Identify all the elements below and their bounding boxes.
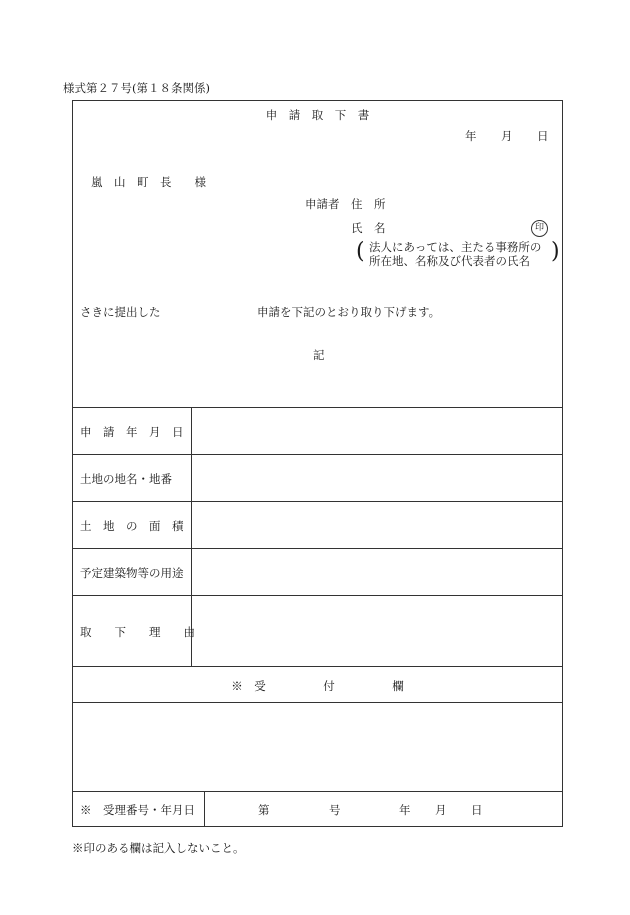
applicant-name-label: 氏 名 xyxy=(351,221,386,235)
land-location-field[interactable] xyxy=(192,455,562,501)
date-year: 年 xyxy=(465,129,477,143)
note-line-1: 法人にあっては、主たる事務所の xyxy=(369,240,542,254)
footer-column-divider xyxy=(204,791,205,827)
row-label-application-date: 申 請 年 月 日 xyxy=(80,425,184,439)
reception-number-label: ※ 受理番号・年月日 xyxy=(80,803,195,817)
row-label-land-location: 土地の地名・地番 xyxy=(80,472,172,486)
reception-header: ※ 受 付 欄 xyxy=(231,679,404,693)
statement-prefix: さきに提出した xyxy=(80,305,161,319)
seal-mark: 印 xyxy=(531,220,548,237)
land-area-field[interactable] xyxy=(192,502,562,548)
ki-mark: 記 xyxy=(313,348,325,362)
statement-suffix: 申請を下記のとおり取り下げます。 xyxy=(257,305,441,319)
paren-open-icon: ( xyxy=(356,239,365,264)
withdrawal-reason-field[interactable] xyxy=(192,596,562,666)
note-line-2: 所在地、名称及び代表者の氏名 xyxy=(369,254,530,268)
date-month: 月 xyxy=(501,129,513,143)
reception-go: 号 xyxy=(329,803,341,817)
applicant-address-label: 申請者 住 所 xyxy=(305,197,386,211)
form-frame xyxy=(72,100,563,827)
building-use-field[interactable] xyxy=(192,549,562,595)
reception-year: 年 xyxy=(399,803,411,817)
row-label-building-use: 予定建築物等の用途 xyxy=(80,566,184,580)
divider xyxy=(73,666,562,667)
reception-day: 日 xyxy=(471,803,483,817)
footnote: ※印のある欄は記入しないこと。 xyxy=(72,841,245,855)
reception-month: 月 xyxy=(435,803,447,817)
addressee: 嵐 山 町 長 様 xyxy=(91,175,206,189)
form-number: 様式第２７号(第１８条関係) xyxy=(63,81,210,95)
reception-dai: 第 xyxy=(258,803,270,817)
date-day: 日 xyxy=(537,129,549,143)
row-label-land-area: 土 地 の 面 積 xyxy=(80,519,184,533)
row-label-withdrawal-reason: 取 下 理 由 xyxy=(80,625,195,639)
form-title: 申 請 取 下 書 xyxy=(265,108,370,122)
reception-area[interactable] xyxy=(73,703,562,791)
application-date-field[interactable] xyxy=(192,408,562,454)
paren-close-icon: ) xyxy=(551,239,560,264)
applicant-note xyxy=(369,240,541,268)
divider xyxy=(73,791,562,792)
